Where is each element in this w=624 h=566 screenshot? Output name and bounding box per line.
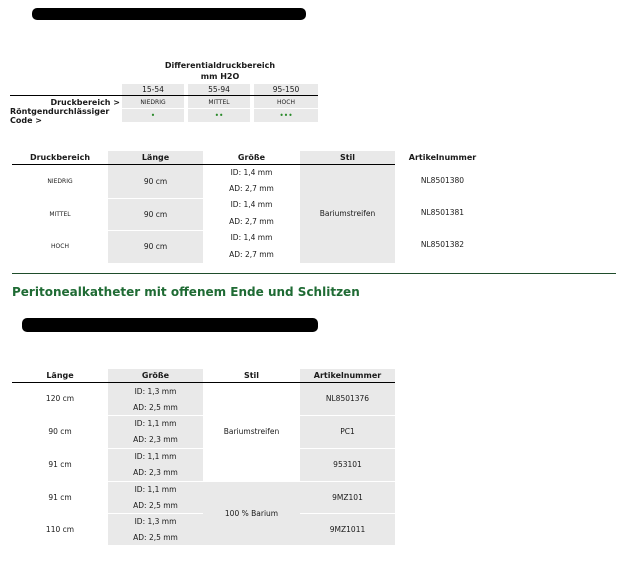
t2-header-groesse: Größe bbox=[141, 371, 170, 380]
code-dots-1: • bbox=[150, 111, 156, 121]
t1-row3-artikel: NL8501382 bbox=[420, 240, 465, 250]
t2-row2-ad: AD: 2,3 mm bbox=[133, 434, 178, 444]
t2-row5-artikel: 9MZ1011 bbox=[329, 524, 366, 534]
druckbereich-label: Druckbereich > bbox=[50, 97, 120, 107]
redacted-subtitle bbox=[22, 318, 318, 332]
t2-header-laenge: Länge bbox=[46, 371, 74, 380]
t2-row1-laenge: 120 cm bbox=[45, 394, 75, 404]
t1-stil-value: Bariumstreifen bbox=[319, 208, 376, 218]
t2-stil-group1: Bariumstreifen bbox=[223, 427, 280, 437]
t1-row2-ad: AD: 2,7 mm bbox=[229, 217, 274, 227]
t2-row1-artikel: NL8501376 bbox=[325, 394, 370, 404]
t1-row2-druck: MITTEL bbox=[49, 211, 71, 218]
t1-row2-id: ID: 1,4 mm bbox=[230, 200, 273, 210]
t2-row1-ad: AD: 2,5 mm bbox=[133, 402, 178, 412]
t2-row3-laenge: 91 cm bbox=[48, 460, 72, 470]
t1-row2-laenge: 90 cm bbox=[143, 209, 168, 219]
t2-row2-artikel: PC1 bbox=[340, 427, 355, 437]
t2-row2-id: ID: 1,1 mm bbox=[134, 418, 177, 428]
t2-header-stil: Stil bbox=[243, 371, 260, 380]
code-dots-3: ••• bbox=[279, 111, 293, 121]
t2-row4-ad: AD: 2,5 mm bbox=[133, 500, 178, 510]
t1-header-laenge: Länge bbox=[141, 153, 170, 162]
range-3: 95-150 bbox=[272, 84, 300, 94]
t2-header-artikelnummer: Artikelnummer bbox=[313, 371, 382, 380]
range-header-line2: mm H2O bbox=[200, 72, 240, 81]
t2-row5-laenge: 110 cm bbox=[45, 524, 75, 534]
range-1: 15-54 bbox=[142, 84, 164, 94]
t2-row4-id: ID: 1,1 mm bbox=[134, 484, 177, 494]
section2-title: Peritonealkatheter mit offenem Ende und Schlitzen bbox=[12, 285, 360, 299]
t2-row3-id: ID: 1,1 mm bbox=[134, 451, 177, 461]
t1-row1-laenge: 90 cm bbox=[143, 176, 168, 186]
druck-mittel: MITTEL bbox=[208, 98, 230, 106]
t1-row2-artikel: NL8501381 bbox=[420, 208, 465, 218]
t2-stil-group2: 100 % Barium bbox=[224, 508, 279, 518]
druck-niedrig: NIEDRIG bbox=[140, 98, 166, 106]
t1-header-stil: Stil bbox=[339, 153, 356, 162]
range-row-divider-2 bbox=[122, 108, 318, 109]
range-2: 55-94 bbox=[208, 84, 230, 94]
t1-row1-artikel: NL8501380 bbox=[420, 176, 465, 186]
t2-row3-ad: AD: 2,3 mm bbox=[133, 467, 178, 477]
t1-row3-id: ID: 1,4 mm bbox=[230, 233, 273, 243]
t1-row3-ad: AD: 2,7 mm bbox=[229, 250, 274, 260]
code-dots-2: •• bbox=[214, 111, 224, 121]
t2-row4-laenge: 91 cm bbox=[48, 492, 72, 502]
t1-row1-id: ID: 1,4 mm bbox=[230, 168, 273, 178]
t1-header-groesse: Größe bbox=[237, 153, 266, 162]
roentgen-code-label: Röntgendurchlässiger Code > bbox=[10, 107, 110, 125]
t2-row1-id: ID: 1,3 mm bbox=[134, 386, 177, 396]
redacted-header bbox=[32, 8, 306, 20]
t1-header-artikelnummer: Artikelnummer bbox=[408, 153, 477, 162]
t1-row1-druck: NIEDRIG bbox=[47, 178, 73, 185]
t2-row4-artikel: 9MZ101 bbox=[332, 492, 363, 502]
t1-header-druckbereich: Druckbereich bbox=[29, 153, 91, 162]
t2-row5-ad: AD: 2,5 mm bbox=[133, 532, 178, 542]
section-divider bbox=[12, 273, 616, 274]
t2-row5-id: ID: 1,3 mm bbox=[134, 516, 177, 526]
range-header-line1: Differentialdruckbereich bbox=[164, 61, 276, 70]
t2-row3-artikel: 953101 bbox=[333, 460, 362, 470]
druck-hoch: HOCH bbox=[277, 98, 295, 106]
t1-row3-laenge: 90 cm bbox=[143, 241, 168, 251]
t1-row3-druck: HOCH bbox=[51, 243, 69, 250]
t2-row2-laenge: 90 cm bbox=[48, 427, 72, 437]
t1-row1-ad: AD: 2,7 mm bbox=[229, 184, 274, 194]
